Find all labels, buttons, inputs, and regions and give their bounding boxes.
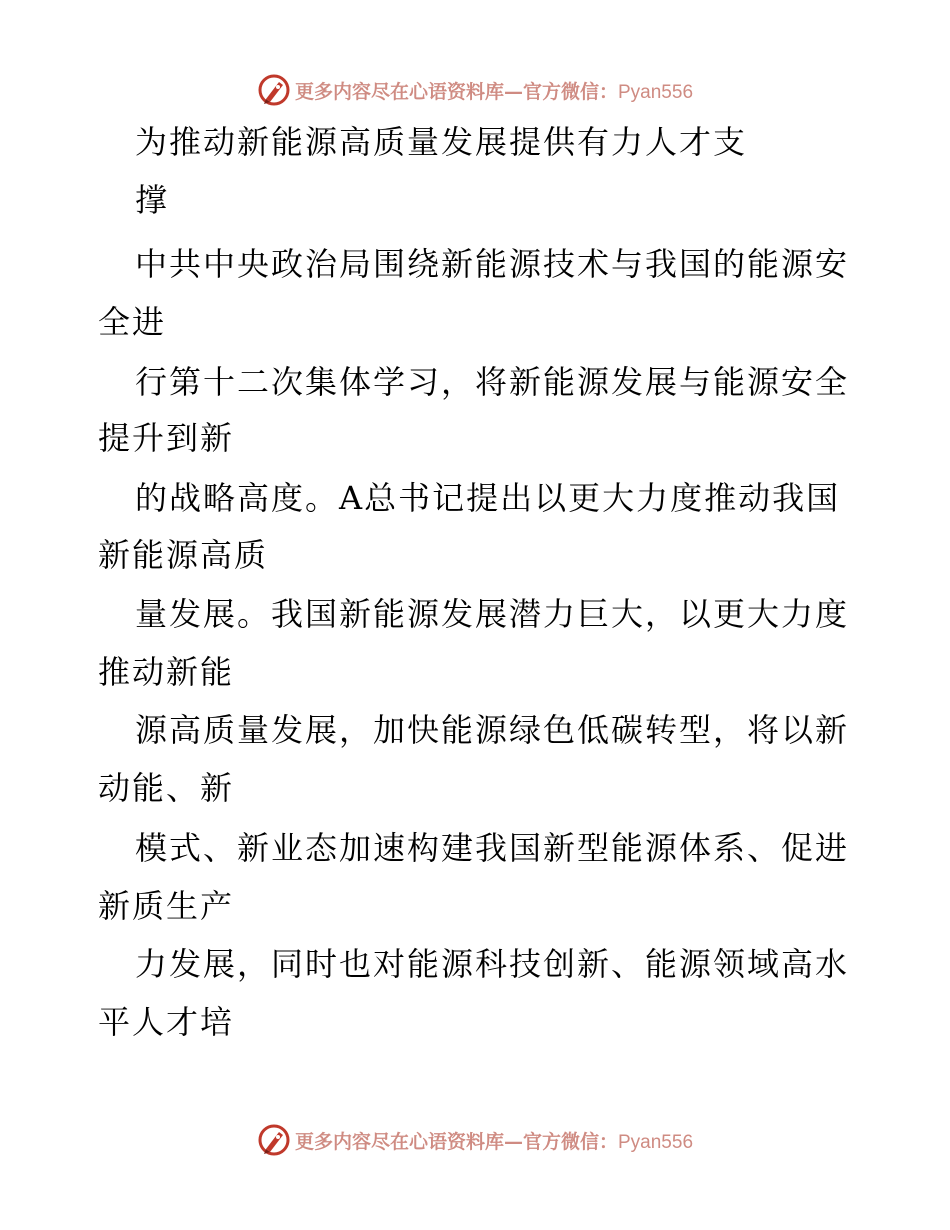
header-watermark	[0, 70, 950, 110]
body-line: 推动新能	[98, 653, 235, 691]
body-line: 量发展。我国新能源发展潜力巨大，以更大力度	[135, 595, 850, 633]
footer-watermark-text: 更多内容尽在心语资料库—官方微信：Pyan556	[294, 1130, 694, 1153]
body-line: 提升到新	[98, 419, 235, 457]
body-line: 平人才培	[98, 1003, 235, 1041]
body-line: 动能、新	[98, 769, 235, 807]
footer-watermark	[0, 1120, 950, 1160]
pen-logo-icon	[257, 1123, 291, 1157]
pen-logo-icon	[257, 73, 291, 107]
body-line: 撑	[135, 181, 170, 219]
body-line: 力发展，同时也对能源科技创新、能源领域高水	[135, 945, 850, 983]
body-line: 模式、新业态加速构建我国新型能源体系、促进	[135, 829, 850, 867]
body-line: 的战略高度。A总书记提出以更大力度推动我国	[135, 479, 841, 517]
body-line: 为推动新能源高质量发展提供有力人才支	[135, 123, 748, 161]
body-line: 源高质量发展，加快能源绿色低碳转型，将以新	[135, 711, 850, 749]
body-line: 全进	[98, 303, 167, 341]
body-line: 中共中央政治局围绕新能源技术与我国的能源安	[135, 245, 850, 283]
body-line: 新能源高质	[98, 536, 269, 574]
body-line: 行第十二次集体学习，将新能源发展与能源安全	[135, 363, 850, 401]
body-line: 新质生产	[98, 887, 235, 925]
header-watermark-text: 更多内容尽在心语资料库—官方微信：Pyan556	[294, 80, 694, 103]
